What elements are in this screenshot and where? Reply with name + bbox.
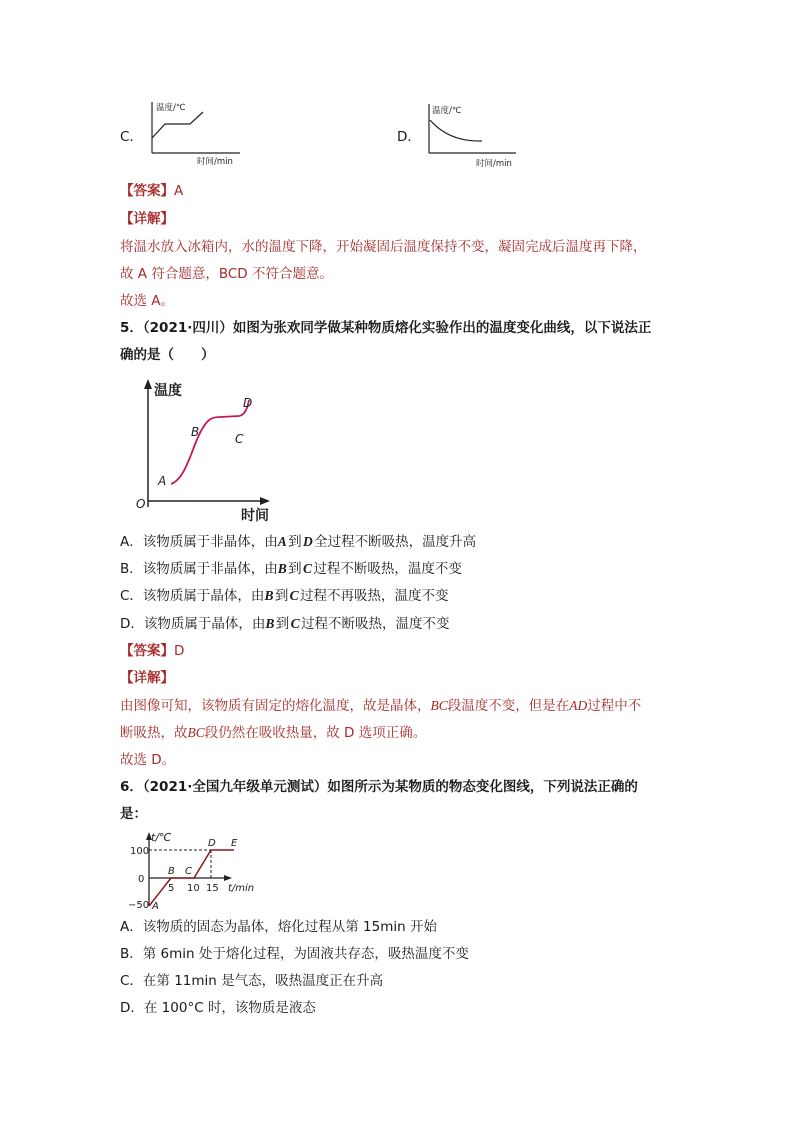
question-number: 6． bbox=[120, 779, 143, 795]
detail-line: 故 A 符合题意，BCD 不符合题意。 bbox=[120, 266, 333, 282]
detail-text: 段温度不变，但是在 bbox=[447, 698, 570, 714]
detail-text: 由图像可知，该物质有固定的熔化温度，故是晶体， bbox=[120, 698, 431, 714]
q6-option-d: D．在 100°C 时，该物质是液态 bbox=[120, 1000, 316, 1016]
q6-stem-line1 bbox=[120, 777, 638, 797]
option-c-ylabel: 温度/℃ bbox=[156, 103, 186, 113]
q6-tick-15: 15 bbox=[206, 883, 219, 894]
option-text: 到 bbox=[288, 534, 302, 550]
option-text: 全过程不断吸热，温度升高 bbox=[314, 534, 477, 550]
q5-point-b: B bbox=[191, 425, 200, 439]
option-d-curve bbox=[430, 120, 482, 141]
q6-point-c: C bbox=[185, 866, 192, 877]
option-symbol: C bbox=[303, 561, 313, 576]
option-symbol: D bbox=[302, 534, 313, 549]
option-text: 过程不再吸热，温度不变 bbox=[300, 588, 449, 604]
q5-xlabel: 时间 bbox=[241, 508, 269, 524]
q5-x-arrow bbox=[260, 497, 270, 505]
q5-option-c bbox=[120, 586, 449, 606]
q5-stem-line1 bbox=[120, 318, 651, 338]
option-text: 过程不断吸热，温度不变 bbox=[301, 616, 450, 632]
q5-option-a bbox=[120, 532, 476, 552]
q5-ylabel: 温度 bbox=[154, 383, 182, 399]
q5-point-a: A bbox=[158, 474, 167, 488]
q5-point-d: D bbox=[243, 396, 253, 410]
q5-answer-line bbox=[120, 641, 184, 661]
detail-line: 将温水放入冰箱内，水的温度下降，开始凝固后温度保持不变，凝固完成后温度再下降， bbox=[120, 239, 647, 255]
q6-tick-100: 100 bbox=[130, 846, 150, 857]
detail-symbol: BC bbox=[430, 698, 448, 713]
option-text: C．该物质属于晶体，由 bbox=[120, 588, 265, 604]
detail-text: 段仍然在吸收热量，故 D 选项正确。 bbox=[204, 725, 427, 741]
q6-state-graph bbox=[126, 830, 266, 910]
detail-line bbox=[120, 723, 426, 743]
option-d-xlabel: 时间/min bbox=[476, 159, 512, 169]
detail-text: 断吸热，故 bbox=[120, 725, 188, 741]
option-symbol: C bbox=[290, 616, 300, 631]
q6-x-axis-label: t/min bbox=[228, 883, 255, 894]
q5-option-d bbox=[120, 614, 450, 634]
q6-y-axis-label: t/℃ bbox=[151, 831, 172, 844]
option-text: 到 bbox=[275, 616, 290, 632]
question-number: 5． bbox=[120, 320, 143, 336]
q6-stem-line2: 是： bbox=[120, 806, 147, 822]
q5-stem-line2: 确的是（ ） bbox=[120, 347, 215, 363]
detail-tag: 【详解】 bbox=[120, 670, 174, 686]
option-symbol: A bbox=[277, 534, 287, 549]
option-symbol: B bbox=[264, 588, 274, 603]
conclusion: 故选 D。 bbox=[120, 752, 176, 768]
detail-tag: 【详解】 bbox=[120, 211, 174, 227]
option-text: 到 bbox=[288, 561, 302, 577]
q6-x-arrow bbox=[224, 875, 232, 881]
q6-point-d: D bbox=[208, 838, 216, 849]
q6-tick-m50: −50 bbox=[128, 900, 150, 910]
option-text: D．该物质属于晶体，由 bbox=[120, 616, 266, 632]
q6-point-e: E bbox=[231, 838, 238, 849]
question-stem: （2021·四川）如图为张欢同学做某种物质熔化实验作出的温度变化曲线，以下说法正 bbox=[142, 320, 652, 336]
option-d-label: D． bbox=[397, 129, 421, 145]
q6-option-b: B．第 6min 处于熔化过程，为固液共存态，吸热温度不变 bbox=[120, 946, 469, 962]
option-d-graph bbox=[424, 100, 524, 172]
option-symbol: B bbox=[277, 561, 287, 576]
option-d-ylabel: 温度/℃ bbox=[432, 106, 462, 116]
option-text: B．该物质属于非晶体，由 bbox=[120, 561, 278, 577]
detail-text: 过程中不 bbox=[587, 698, 642, 714]
q5-melting-graph bbox=[128, 375, 278, 525]
q6-option-a: A．该物质的固态为晶体，熔化过程从第 15min 开始 bbox=[120, 919, 437, 935]
question-stem: （2021·全国九年级单元测试）如图所示为某物质的物态变化图线，下列说法正确的 bbox=[142, 779, 638, 795]
detail-line bbox=[120, 696, 641, 716]
answer-value: D bbox=[174, 643, 185, 659]
option-text: 过程不断吸热，温度不变 bbox=[313, 561, 462, 577]
q5-y-arrow bbox=[144, 379, 152, 389]
option-symbol: B bbox=[265, 616, 275, 631]
q5-point-c: C bbox=[235, 432, 244, 446]
q6-tick-5: 5 bbox=[168, 883, 175, 894]
option-c-graph bbox=[145, 98, 245, 170]
answer-value: A bbox=[174, 183, 184, 199]
q6-point-b: B bbox=[168, 866, 175, 877]
q5-origin-label: O bbox=[136, 497, 146, 511]
q6-tick-10: 10 bbox=[187, 883, 200, 894]
option-c-xlabel: 时间/min bbox=[197, 157, 233, 167]
option-symbol: C bbox=[289, 588, 299, 603]
option-text: 到 bbox=[274, 588, 289, 604]
option-c-curve bbox=[152, 112, 203, 138]
q5-option-b bbox=[120, 559, 462, 579]
answer-tag: 【答案】 bbox=[120, 183, 174, 199]
detail-symbol: AD bbox=[569, 698, 588, 713]
q6-option-c: C．在第 11min 是气态，吸热温度正在升高 bbox=[120, 973, 384, 989]
q6-tick-0: 0 bbox=[138, 874, 145, 885]
q4-answer-line bbox=[120, 181, 183, 201]
detail-symbol: BC bbox=[187, 725, 205, 740]
q6-point-a: A bbox=[152, 901, 159, 910]
option-c-label: C． bbox=[120, 129, 143, 145]
answer-tag: 【答案】 bbox=[120, 643, 174, 659]
conclusion: 故选 A。 bbox=[120, 293, 175, 309]
option-text: A．该物质属于非晶体，由 bbox=[120, 534, 278, 550]
